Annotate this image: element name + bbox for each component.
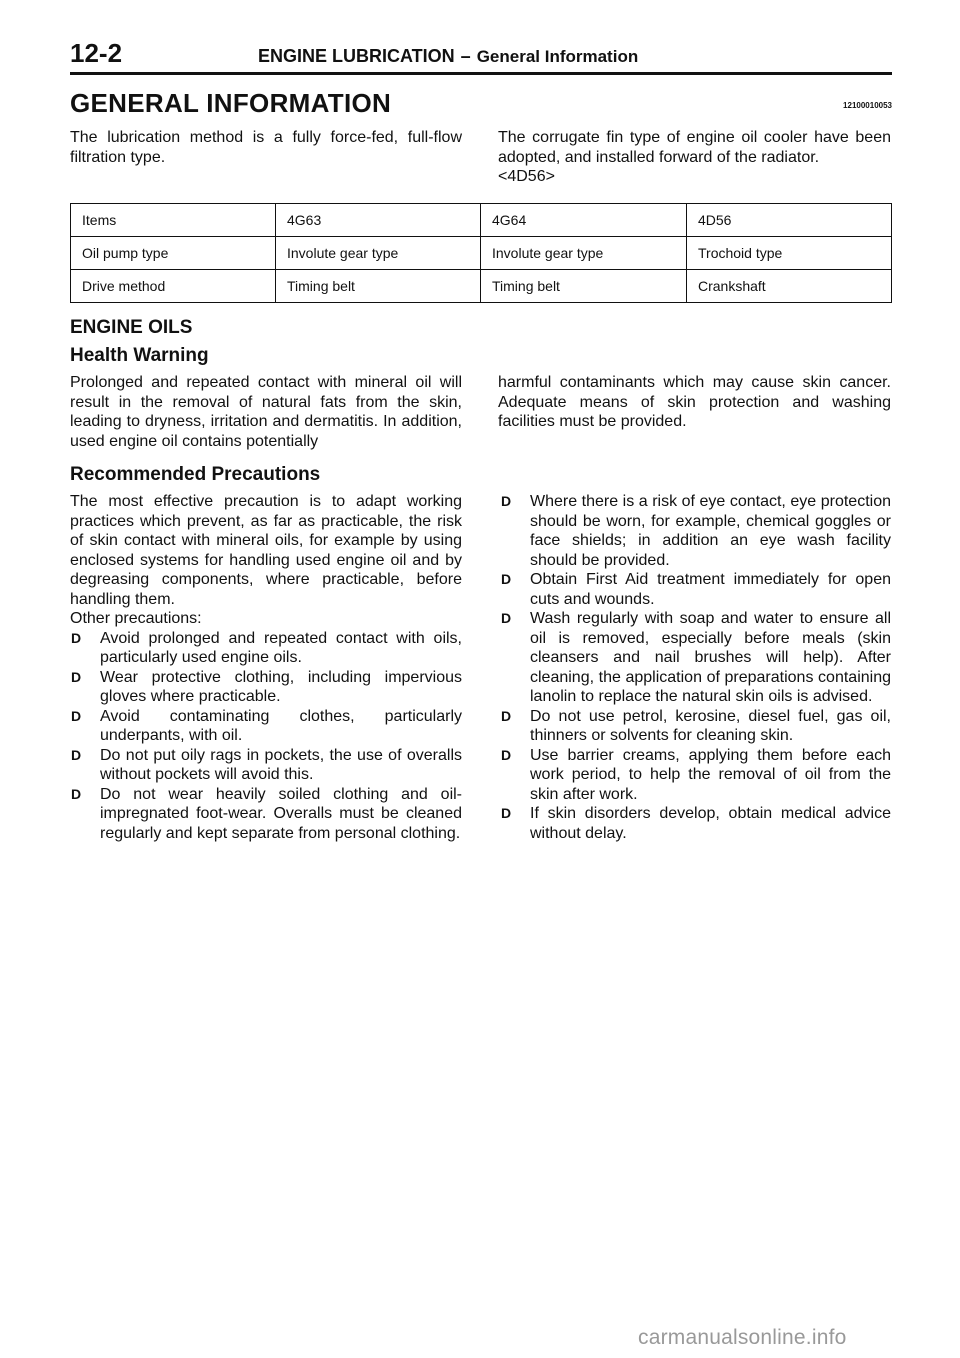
bullet-icon: D xyxy=(501,805,512,821)
precautions-left-column xyxy=(70,492,462,843)
list-item-text: Where there is a risk of eye contact, eye protection should be worn, for example, chemical goggles or face shields; in addition an eye wash facility should be provided. xyxy=(530,493,891,569)
table-cell: 4D56 xyxy=(687,204,892,237)
intro-left-paragraph: The lubrication method is a fully force-fed, full-flow filtration type. xyxy=(70,129,462,166)
section-code: 12100010053 xyxy=(843,101,892,110)
page-number: 12-2 xyxy=(70,38,123,68)
list-item-text: Do not use petrol, kerosine, diesel fuel, gas oil, thinners or solvents for cleaning skin. xyxy=(530,707,891,744)
table-row xyxy=(71,204,892,237)
precautions-right-column xyxy=(500,492,891,843)
list-item xyxy=(500,746,891,805)
chapter-title: ENGINE LUBRICATION xyxy=(258,46,455,66)
other-precautions-label: Other precautions: xyxy=(70,610,202,627)
spec-table xyxy=(70,203,892,303)
bullet-icon: D xyxy=(501,493,512,509)
left-precaution-list xyxy=(70,629,462,844)
bullet-icon: D xyxy=(501,707,512,724)
bullet-icon: D xyxy=(501,610,512,626)
list-item-text: Wear protective clothing, including impervious gloves where practicable. xyxy=(100,668,462,705)
bullet-icon: D xyxy=(71,746,82,763)
chapter-subtitle: General Information xyxy=(476,47,639,66)
list-item-text: Avoid contaminating clothes, particularly underpants, with oil. xyxy=(100,707,462,744)
watermark: carmanualsonline.info xyxy=(638,1326,847,1349)
table-cell: Oil pump type xyxy=(71,237,276,270)
table-cell: 4G64 xyxy=(481,204,687,237)
health-warning-right: harmful contaminants which may cause skin cancer. Adequate means of skin protection and washing facilities must be provided. xyxy=(498,374,891,430)
list-item-text: Avoid prolonged and repeated contact with oils, particularly used engine oils. xyxy=(100,629,462,666)
bullet-icon: D xyxy=(71,629,82,646)
list-item-text: Use barrier creams, applying them before each work period, to help the removal of oil from the skin after work. xyxy=(530,746,891,803)
list-item xyxy=(500,492,891,570)
bullet-icon: D xyxy=(71,707,82,724)
health-warning-left: Prolonged and repeated contact with mineral oil will result in the removal of natural fats from the skin, leading to dryness, irritation and dermatitis. In addition, used engine oil contains potentially xyxy=(70,374,462,450)
table-row xyxy=(71,237,892,270)
oil-cooler-text: The corrugate fin type of engine oil cooler have been adopted, and installed forward of the radiator. xyxy=(498,129,891,166)
list-item xyxy=(70,785,462,844)
precautions-intro: The most effective precaution is to adapt working practices which prevent, as far as practicable, the risk of skin contact with mineral oils, for example by using enclosed systems for handling used engine oil and by degreasing components, where practicable, before handling them. xyxy=(70,493,462,608)
health-warning-heading: Health Warning xyxy=(70,345,209,366)
intro-right-paragraph xyxy=(498,128,891,187)
list-item-text: If skin disorders develop, obtain medical advice without delay. xyxy=(530,805,891,842)
header-title xyxy=(258,46,638,67)
list-item-text: Obtain First Aid treatment immediately for open cuts and wounds. xyxy=(530,571,891,608)
list-item xyxy=(500,707,891,746)
section-title: GENERAL INFORMATION xyxy=(70,88,392,118)
table-cell: Involute gear type xyxy=(481,237,687,270)
table-cell: Involute gear type xyxy=(276,237,481,270)
page-header xyxy=(70,38,892,75)
right-precaution-list xyxy=(500,492,891,843)
table-cell: Drive method xyxy=(71,270,276,303)
list-item-text: Do not wear heavily soiled clothing and oil-impregnated foot-wear. Overalls must be cleaned regularly and kept separate from personal clothing. xyxy=(100,785,462,842)
engine-tag: <4D56> xyxy=(498,168,555,185)
bullet-icon: D xyxy=(71,785,82,802)
list-item xyxy=(70,668,462,707)
table-cell: Timing belt xyxy=(276,270,481,303)
list-item xyxy=(500,570,891,609)
table-row xyxy=(71,270,892,303)
bullet-icon: D xyxy=(501,571,512,587)
list-item xyxy=(70,629,462,668)
list-item-text: Wash regularly with soap and water to ensure all oil is removed, especially before meals (skin cleansers and nail brushes will help). After cleaning, the application of preparations containing lanolin to replace the natural skin oils is advised. xyxy=(530,610,891,705)
table-cell: Items xyxy=(71,204,276,237)
bullet-icon: D xyxy=(71,668,82,685)
list-item xyxy=(500,804,891,843)
table-cell: Crankshaft xyxy=(687,270,892,303)
engine-oils-heading: ENGINE OILS xyxy=(70,317,193,338)
list-item-text: Do not put oily rags in pockets, the use of overalls without pockets will avoid this. xyxy=(100,746,462,783)
table-cell: Trochoid type xyxy=(687,237,892,270)
list-item xyxy=(70,746,462,785)
bullet-icon: D xyxy=(501,746,512,763)
title-dash: – xyxy=(460,46,471,66)
table-cell: Timing belt xyxy=(481,270,687,303)
table-cell: 4G63 xyxy=(276,204,481,237)
precautions-heading: Recommended Precautions xyxy=(70,464,321,485)
list-item xyxy=(500,609,891,707)
list-item xyxy=(70,707,462,746)
